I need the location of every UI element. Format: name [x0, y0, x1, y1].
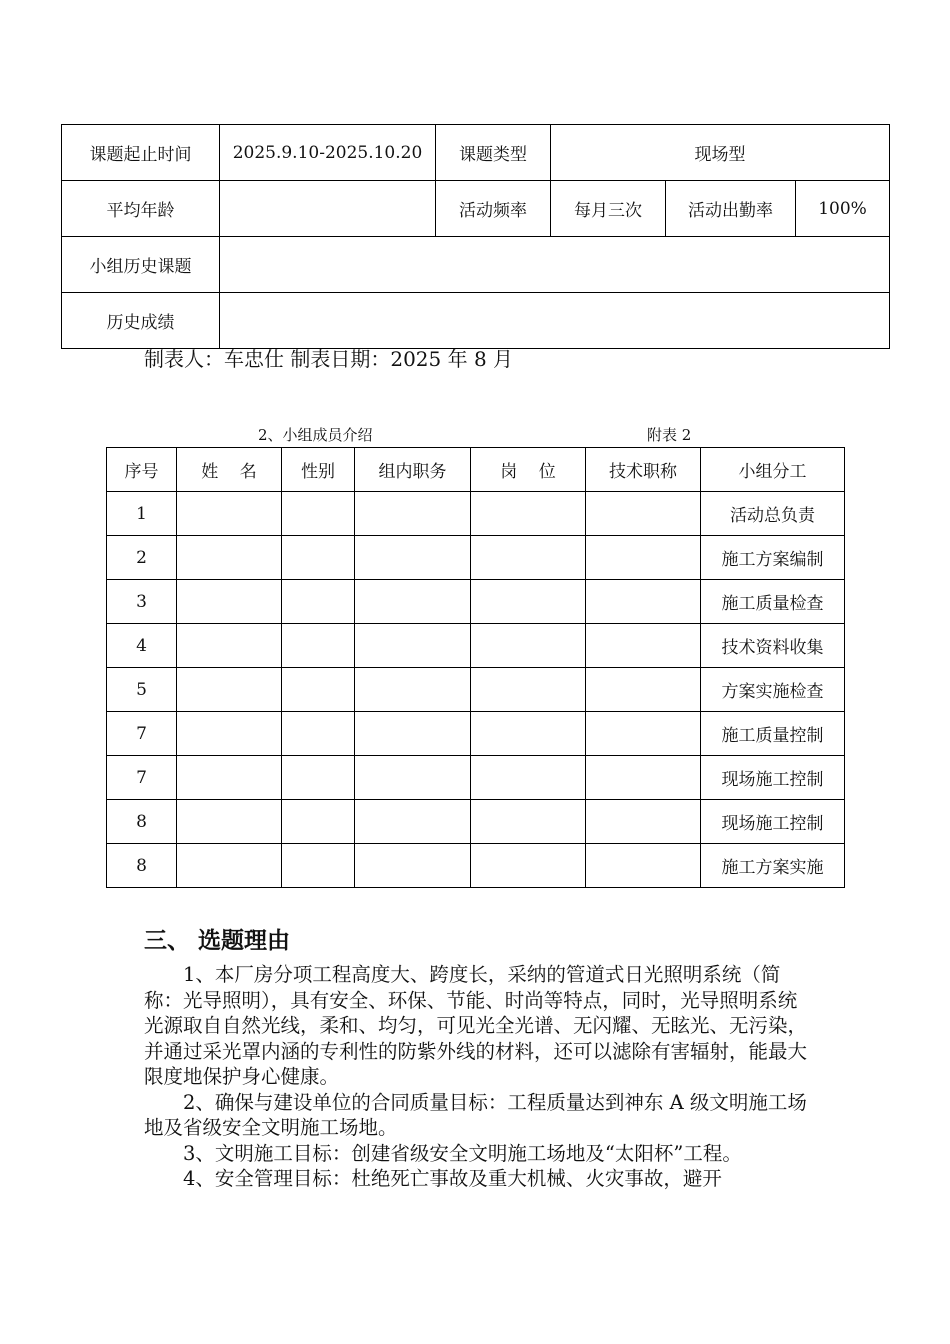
type-label: 课题类型: [436, 125, 551, 181]
member-no: 3: [107, 580, 177, 624]
member-title: [586, 492, 701, 536]
member-post: [471, 668, 586, 712]
members-body: [107, 492, 845, 888]
member-no: 7: [107, 712, 177, 756]
member-group-role: [355, 800, 471, 844]
member-gender: [282, 800, 355, 844]
frequency-value: 每月三次: [551, 181, 666, 237]
member-group-role: [355, 624, 471, 668]
attendance-label: 活动出勤率: [666, 181, 796, 237]
member-group-role: [355, 580, 471, 624]
col-header: 性别: [282, 448, 355, 492]
member-post: [471, 844, 586, 888]
col-header: 序号: [107, 448, 177, 492]
age-label: 平均年龄: [62, 181, 220, 237]
table-row: [107, 756, 845, 800]
member-no: 1: [107, 492, 177, 536]
section-heading: 三、 选题理由: [144, 928, 291, 954]
member-duty: 施工方案实施: [701, 844, 845, 888]
member-no: 5: [107, 668, 177, 712]
member-name: [177, 668, 282, 712]
history-topics-label: 小组历史课题: [62, 237, 220, 293]
member-title: [586, 756, 701, 800]
member-post: [471, 536, 586, 580]
member-gender: [282, 536, 355, 580]
table-row: [107, 536, 845, 580]
table-row: [107, 800, 845, 844]
attachment-label: 附表 2: [647, 426, 692, 444]
table-row: [107, 844, 845, 888]
member-name: [177, 492, 282, 536]
col-header: 组内职务: [355, 448, 471, 492]
member-no: 2: [107, 536, 177, 580]
col-header: 姓 名: [177, 448, 282, 492]
type-value: 现场型: [551, 125, 890, 181]
member-title: [586, 712, 701, 756]
member-duty: 活动总负责: [701, 492, 845, 536]
member-group-role: [355, 668, 471, 712]
paragraph: 2、确保与建设单位的合同质量目标：工程质量达到神东 A 级文明施工场地及省级安全文明施工场地。: [144, 1090, 807, 1139]
table-row: [107, 712, 845, 756]
member-duty: 技术资料收集: [701, 624, 845, 668]
paragraph: 4、安全管理目标：杜绝死亡事故及重大机械、火灾事故，避开: [183, 1167, 722, 1190]
member-post: [471, 800, 586, 844]
members-caption: 2、小组成员介绍: [258, 426, 373, 444]
project-info-table: [61, 124, 890, 349]
member-title: [586, 536, 701, 580]
period-label: 课题起止时间: [62, 125, 220, 181]
member-gender: [282, 844, 355, 888]
member-post: [471, 756, 586, 800]
period-value: 2025.9.10-2025.10.20: [220, 125, 436, 181]
col-header: 小组分工: [701, 448, 845, 492]
member-duty: 施工方案编制: [701, 536, 845, 580]
age-value: [220, 181, 436, 237]
member-title: [586, 800, 701, 844]
member-name: [177, 844, 282, 888]
info-row-age: [62, 181, 890, 237]
member-post: [471, 580, 586, 624]
paragraph: 1、本厂房分项工程高度大、跨度长，采纳的管道式日光照明系统（简称：光导照明），具有安全、环保、节能、时尚等特点，同时，光导照明系统光源取自自然光线，柔和、均匀，可见光全光谱、无闪耀、无眩光、无污染，并通过采光罩内涵的专利性的防紫外线的材料，还可以滤除有害辐射，能最大限度地保护身心健康。: [144, 963, 808, 1088]
history-topics-value: [220, 237, 890, 293]
history-results-label: 历史成绩: [62, 293, 220, 349]
member-name: [177, 624, 282, 668]
member-name: [177, 756, 282, 800]
table-row: [107, 492, 845, 536]
member-group-role: [355, 536, 471, 580]
member-gender: [282, 756, 355, 800]
info-row-history-topics: [62, 237, 890, 293]
member-group-role: [355, 756, 471, 800]
member-title: [586, 844, 701, 888]
member-post: [471, 624, 586, 668]
member-gender: [282, 580, 355, 624]
frequency-label: 活动频率: [436, 181, 551, 237]
member-name: [177, 580, 282, 624]
col-header: 岗 位: [471, 448, 586, 492]
member-no: 7: [107, 756, 177, 800]
members-header-row: [107, 448, 845, 492]
attendance-value: 100%: [796, 181, 890, 237]
member-duty: 现场施工控制: [701, 800, 845, 844]
info-row-history-results: [62, 293, 890, 349]
member-gender: [282, 624, 355, 668]
member-duty: 方案实施检查: [701, 668, 845, 712]
info-row-period: [62, 125, 890, 181]
member-group-role: [355, 492, 471, 536]
history-results-value: [220, 293, 890, 349]
sign-line: 制表人：车忠仕 制表日期：2025 年 8 月: [144, 347, 514, 371]
member-gender: [282, 492, 355, 536]
member-name: [177, 712, 282, 756]
member-gender: [282, 668, 355, 712]
member-gender: [282, 712, 355, 756]
member-duty: 施工质量检查: [701, 580, 845, 624]
member-name: [177, 800, 282, 844]
paragraph: 3、文明施工目标：创建省级安全文明施工场地及“太阳杯”工程。: [183, 1141, 742, 1165]
member-title: [586, 624, 701, 668]
section-body: [144, 962, 814, 1192]
member-no: 8: [107, 800, 177, 844]
member-title: [586, 580, 701, 624]
member-group-role: [355, 844, 471, 888]
member-no: 4: [107, 624, 177, 668]
member-post: [471, 712, 586, 756]
member-duty: 施工质量控制: [701, 712, 845, 756]
member-post: [471, 492, 586, 536]
members-table: [106, 447, 845, 888]
member-no: 8: [107, 844, 177, 888]
table-row: [107, 580, 845, 624]
member-group-role: [355, 712, 471, 756]
member-name: [177, 536, 282, 580]
col-header: 技术职称: [586, 448, 701, 492]
member-title: [586, 668, 701, 712]
member-duty: 现场施工控制: [701, 756, 845, 800]
table-row: [107, 624, 845, 668]
table-row: [107, 668, 845, 712]
